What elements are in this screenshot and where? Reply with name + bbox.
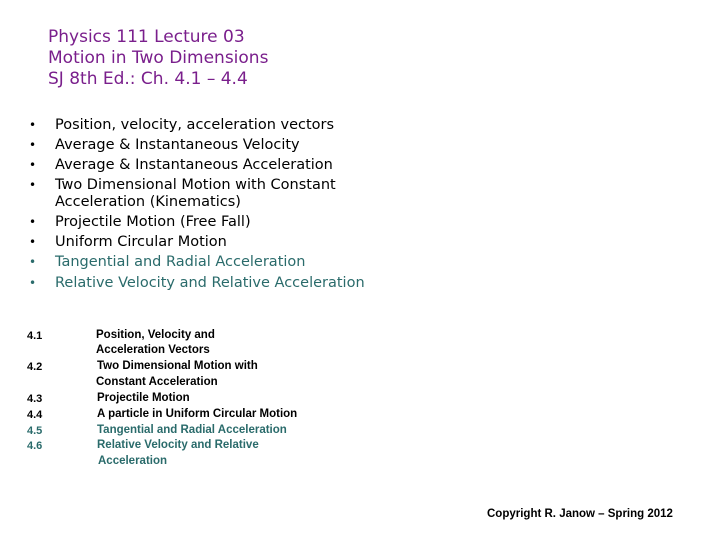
bullet-marker: •	[29, 138, 37, 152]
title-line-2: Motion in Two Dimensions	[48, 48, 269, 68]
bullet-text: Two Dimensional Motion with Constant Acceleration (Kinematics)	[55, 177, 336, 210]
title-line-1: Physics 111 Lecture 03	[48, 27, 245, 47]
section-text: Two Dimensional Motion with	[97, 360, 258, 372]
bullet-text: Average & Instantaneous Acceleration	[55, 157, 333, 173]
section-text: Tangential and Radial Acceleration	[97, 424, 287, 436]
bullet-marker: •	[29, 215, 37, 229]
bullet-text: Relative Velocity and Relative Acceleration	[55, 275, 365, 291]
bullet-marker: •	[29, 118, 37, 132]
section-text: Acceleration	[98, 455, 168, 467]
title-line-3: SJ 8th Ed.: Ch. 4.1 – 4.4	[48, 69, 248, 89]
bullet-marker: •	[29, 158, 37, 172]
section-text: Relative Velocity and Relative	[97, 439, 259, 451]
section-text: Projectile Motion	[97, 392, 190, 404]
bullet-text: Average & Instantaneous Velocity	[55, 137, 300, 153]
bullet-text: Tangential and Radial Acceleration	[55, 254, 306, 270]
section-text: Acceleration Vectors	[96, 344, 210, 356]
section-text: Constant Acceleration	[96, 376, 218, 388]
bullet-marker: •	[29, 178, 37, 192]
section-number: 4.3	[27, 393, 43, 405]
section-number: 4.1	[27, 330, 43, 342]
copyright-notice: Copyright R. Janow – Spring 2012	[487, 508, 673, 520]
bullet-text: Position, velocity, acceleration vectors	[55, 117, 335, 133]
bullet-marker: •	[29, 255, 37, 269]
lecture-title	[48, 27, 268, 90]
section-number: 4.5	[27, 425, 43, 437]
bullet-text: Projectile Motion (Free Fall)	[55, 214, 251, 230]
bullet-marker: •	[29, 276, 37, 290]
section-text: A particle in Uniform Circular Motion	[97, 408, 298, 420]
section-number: 4.6	[27, 440, 43, 452]
bullet-marker: •	[29, 235, 37, 249]
bullet-text: Uniform Circular Motion	[55, 234, 227, 250]
section-number: 4.2	[27, 361, 43, 373]
section-text: Position, Velocity and	[96, 329, 215, 341]
section-number: 4.4	[27, 409, 43, 421]
